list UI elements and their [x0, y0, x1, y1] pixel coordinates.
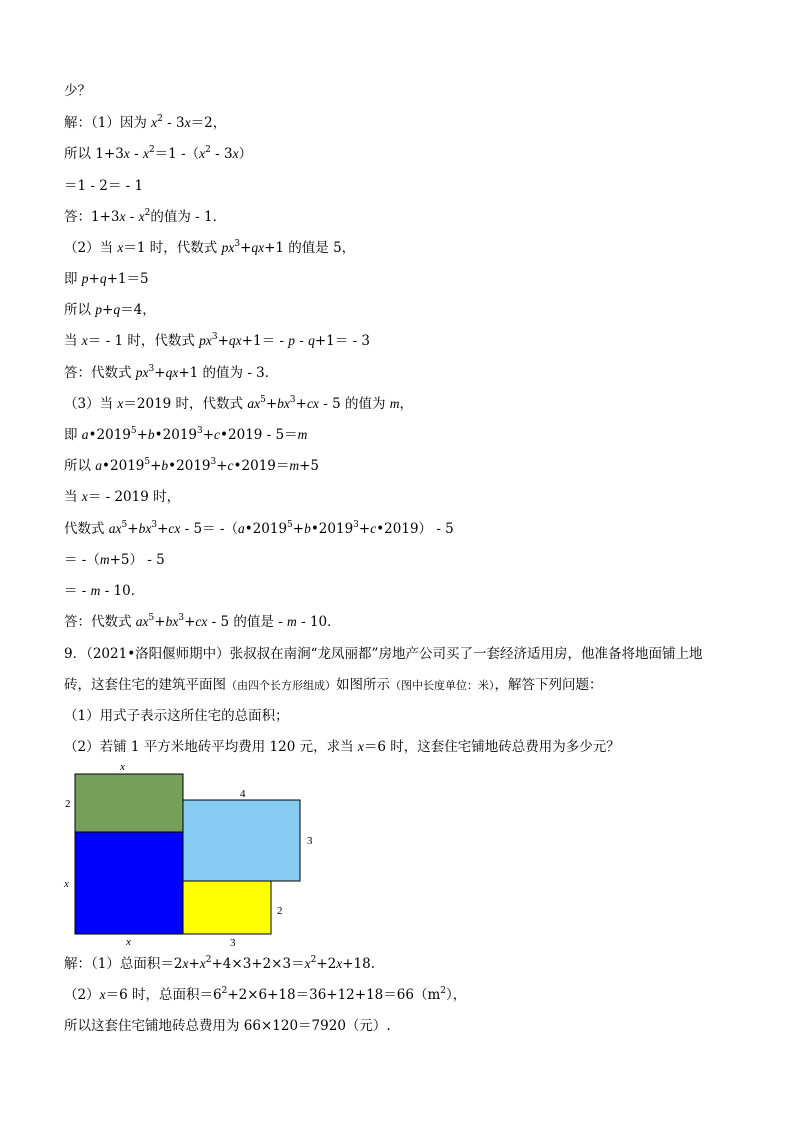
math-variable: x [182, 956, 189, 971]
superscript: 5 [144, 457, 151, 467]
text-segment: 所以这套住宅铺地砖总费用为 66×120＝7920（元）. [64, 1018, 391, 1034]
text-segment: ） [238, 146, 253, 162]
superscript: 3 [211, 332, 218, 342]
text-segment: •2019 [88, 427, 131, 443]
text-segment: - [294, 333, 309, 349]
math-variable: x [123, 146, 130, 161]
text-segment: +5） - 5 [109, 552, 165, 568]
text-segment: + [217, 333, 229, 349]
math-variable: x [184, 115, 191, 130]
text-segment: 解：（1）总面积＝2 [64, 956, 183, 972]
text-segment: （图中长度单位：米） [390, 679, 495, 692]
text-segment: 如图所示 [336, 677, 390, 693]
superscript: 2 [310, 955, 317, 965]
text-segment: 答：代数式 [64, 365, 136, 381]
math-variable: ax [135, 614, 149, 629]
text-segment: + [154, 614, 166, 630]
superscript: 2 [205, 955, 212, 965]
text-line [64, 551, 165, 569]
text-segment: + [157, 521, 169, 537]
text-segment: 答：1+3 [64, 209, 120, 225]
text-line [64, 955, 375, 973]
text-segment: 当 [64, 333, 82, 349]
superscript: 3 [148, 364, 155, 374]
math-variable: qx [251, 240, 265, 255]
math-variable: q [113, 302, 121, 317]
text-segment: ）， [445, 987, 467, 1003]
text-segment: - 3 [162, 115, 185, 131]
yellow-rectangle [183, 881, 271, 934]
text-line [64, 613, 341, 631]
text-segment: （2） [64, 987, 100, 1003]
text-segment: 的值为 - 1． [150, 209, 227, 225]
math-variable: qx [165, 365, 179, 380]
text-line [64, 738, 620, 756]
light-blue-rectangle [183, 800, 300, 881]
text-segment: 所以 [64, 458, 96, 474]
text-segment: •2019 [154, 427, 197, 443]
text-segment: 少？ [64, 83, 91, 99]
text-line [64, 301, 156, 319]
text-segment: •2019 [310, 521, 354, 537]
text-segment: •2019 [102, 458, 145, 474]
text-segment: •2019 - 5＝ [220, 427, 298, 443]
text-line [64, 582, 144, 600]
math-variable: c [370, 521, 377, 536]
math-variable: m [297, 427, 308, 442]
text-segment: （3）当 [64, 396, 118, 412]
text-line [64, 82, 91, 100]
math-variable: x [232, 146, 239, 161]
text-segment: ＝1 - 2＝ - 1 [64, 178, 144, 194]
text-line [64, 114, 226, 132]
math-variable: a [81, 427, 89, 442]
math-variable: x [336, 956, 343, 971]
text-segment: ＝2019 时，代数式 [123, 396, 248, 412]
text-segment: 当 [64, 489, 82, 505]
text-segment: - [125, 209, 139, 225]
math-variable: x [99, 987, 106, 1002]
superscript: 5 [121, 520, 128, 530]
superscript: 5 [130, 426, 137, 436]
blue-rectangle [75, 832, 183, 934]
text-segment: 答：代数式 [64, 614, 136, 630]
text-segment: •2019 [168, 458, 211, 474]
math-variable: p [95, 302, 103, 317]
text-line [64, 645, 702, 663]
math-variable: m [90, 583, 101, 598]
superscript: 3 [197, 426, 203, 436]
superscript: 3 [289, 395, 296, 405]
math-variable: m [389, 396, 400, 411]
math-variable: cx [195, 614, 208, 629]
text-segment: + [295, 396, 307, 412]
math-variable: p [288, 333, 295, 348]
superscript: 3 [234, 239, 241, 249]
label-bottom-x: x [126, 936, 131, 948]
math-variable: a [237, 521, 245, 536]
text-line [64, 707, 289, 725]
text-segment: + [150, 458, 162, 474]
text-segment: ＝ -（ [64, 552, 100, 568]
math-variable: b [304, 521, 311, 536]
math-variable: px [199, 333, 212, 348]
text-segment: ＝4， [120, 302, 156, 318]
text-segment: （由四个长方形组成） [226, 679, 336, 692]
text-segment: 代数式 [64, 521, 109, 537]
text-segment: 即 [64, 427, 82, 443]
math-variable: x [199, 146, 206, 161]
text-segment: - 5 的值为 [318, 396, 390, 412]
text-segment: 所以 1+3 [64, 146, 124, 162]
math-variable: x [304, 956, 311, 971]
text-line [64, 520, 454, 538]
math-variable: m [99, 552, 110, 567]
text-segment: + [240, 240, 252, 256]
text-line [64, 239, 355, 257]
superscript: 2 [148, 145, 155, 155]
superscript: 3 [210, 457, 217, 467]
label-left-x: x [64, 878, 69, 890]
text-segment: （2）当 [64, 240, 118, 256]
text-line [64, 1017, 391, 1035]
superscript: 3 [151, 520, 158, 530]
text-segment: +2×6+18＝36+12+18＝66（m [227, 987, 441, 1003]
text-segment: + [127, 521, 139, 537]
math-variable: c [214, 427, 221, 442]
text-segment: （2）若铺 1 平方米地砖平均费用 120 元，求当 [64, 739, 358, 755]
label-right-3: 3 [307, 835, 313, 847]
text-segment: + [216, 458, 228, 474]
text-segment: +2 [316, 956, 337, 972]
superscript: 2 [205, 145, 211, 155]
text-segment: - 5＝ -（ [180, 521, 238, 537]
math-variable: x [117, 240, 124, 255]
text-segment: + [136, 427, 148, 443]
text-segment: ＝6 时，这套住宅铺地砖总费用为多少元？ [363, 739, 620, 755]
label-right-2: 2 [277, 905, 283, 917]
math-variable: x [138, 209, 145, 224]
text-line [64, 270, 149, 288]
text-segment: +1 的值为 - 3． [178, 365, 279, 381]
text-segment: + [154, 365, 166, 381]
text-line [64, 395, 413, 413]
text-segment: +18. [342, 956, 376, 972]
text-segment: 9．（2021•洛阳偃师期中）张叔叔在南涧“龙凤丽都”房地产公司买了一套经济适用房，他准备将地面铺上地 [64, 646, 703, 662]
math-variable: x [81, 333, 88, 348]
text-line [64, 177, 143, 195]
text-segment: +5 [299, 458, 320, 474]
text-segment: + [184, 614, 196, 630]
label-top-x: x [120, 761, 125, 773]
math-variable: m [287, 614, 297, 629]
math-variable: x [142, 146, 149, 161]
superscript: 2 [157, 114, 163, 124]
label-top-4: 4 [240, 788, 246, 800]
math-variable: x [357, 739, 364, 754]
superscript: 2 [440, 986, 446, 996]
text-segment: ＝ - [64, 583, 91, 599]
text-segment: （1）用式子表示这所住宅的总面积； [64, 708, 289, 724]
text-segment: - 5 的值是 - [207, 614, 288, 630]
label-left-2: 2 [65, 798, 71, 810]
math-variable: p [81, 271, 89, 286]
text-segment: •2019） - 5 [376, 521, 454, 537]
math-variable: x [199, 956, 206, 971]
text-segment: +1 的值是 5， [264, 240, 356, 256]
floor-plan-figure [60, 760, 330, 955]
text-segment: +1＝ - [241, 333, 289, 349]
text-segment: + [102, 302, 114, 318]
text-line [64, 364, 278, 382]
text-segment: ＝ - 2019 时， [87, 489, 181, 505]
superscript: 3 [178, 613, 185, 623]
text-segment: ＝2， [190, 115, 227, 131]
superscript: 5 [148, 613, 155, 623]
superscript: 5 [260, 395, 266, 405]
math-variable: ax [108, 521, 122, 536]
text-segment: •2019 [244, 521, 288, 537]
math-variable: q [308, 333, 315, 348]
label-bottom-3: 3 [230, 937, 236, 949]
math-variable: x [81, 489, 88, 504]
text-segment: 解：（1）因为 [64, 115, 152, 131]
text-segment: +4×3+2×3＝ [211, 956, 305, 972]
text-segment: ＝6 时，总面积＝6 [105, 987, 222, 1003]
text-segment: ＝1 时，代数式 [123, 240, 222, 256]
math-variable: qx [228, 333, 242, 348]
text-line [64, 208, 226, 226]
text-segment: + [292, 521, 305, 537]
text-segment: ， [399, 396, 413, 412]
math-variable: px [221, 240, 235, 255]
text-segment: - 3 [210, 146, 233, 162]
text-line [64, 332, 370, 350]
text-segment: 砖，这套住宅的建筑平面图 [64, 677, 226, 693]
math-variable: cx [168, 521, 181, 536]
math-variable: px [135, 365, 149, 380]
math-variable: bx [138, 521, 152, 536]
text-line [64, 676, 603, 695]
text-line [64, 145, 252, 163]
text-segment: - 10． [296, 614, 341, 630]
text-segment: - 10． [100, 583, 145, 599]
text-line [64, 426, 307, 444]
text-segment: + [88, 271, 100, 287]
superscript: 2 [221, 986, 228, 996]
text-segment: 所以 [64, 302, 96, 318]
text-segment: 即 [64, 271, 82, 287]
superscript: 3 [353, 520, 359, 530]
text-segment: + [265, 396, 278, 412]
text-segment: + [358, 521, 371, 537]
superscript: 2 [144, 208, 151, 218]
math-variable: x [151, 115, 158, 130]
text-segment: - [129, 146, 143, 162]
text-segment: ＝1 -（ [154, 146, 200, 162]
text-segment: +1＝ - 3 [314, 333, 371, 349]
text-segment: ，解答下列问题： [494, 677, 603, 693]
math-variable: x [117, 396, 124, 411]
math-variable: cx [306, 396, 319, 411]
green-rectangle [75, 774, 183, 832]
math-variable: bx [165, 614, 179, 629]
math-variable: c [227, 458, 234, 473]
text-segment: + [188, 956, 200, 972]
text-line [64, 986, 466, 1004]
math-variable: q [99, 271, 107, 286]
math-variable: bx [277, 396, 290, 411]
text-segment: •2019＝ [233, 458, 290, 474]
text-segment: +1＝5 [106, 271, 149, 287]
math-variable: b [147, 427, 155, 442]
math-variable: a [95, 458, 103, 473]
math-variable: x [119, 209, 126, 224]
superscript: 5 [287, 520, 293, 530]
math-variable: b [161, 458, 169, 473]
text-segment: + [202, 427, 215, 443]
math-variable: m [289, 458, 300, 473]
math-variable: ax [247, 396, 261, 411]
text-segment: ＝ - 1 时，代数式 [87, 333, 200, 349]
text-line [64, 488, 180, 506]
text-line [64, 457, 319, 475]
